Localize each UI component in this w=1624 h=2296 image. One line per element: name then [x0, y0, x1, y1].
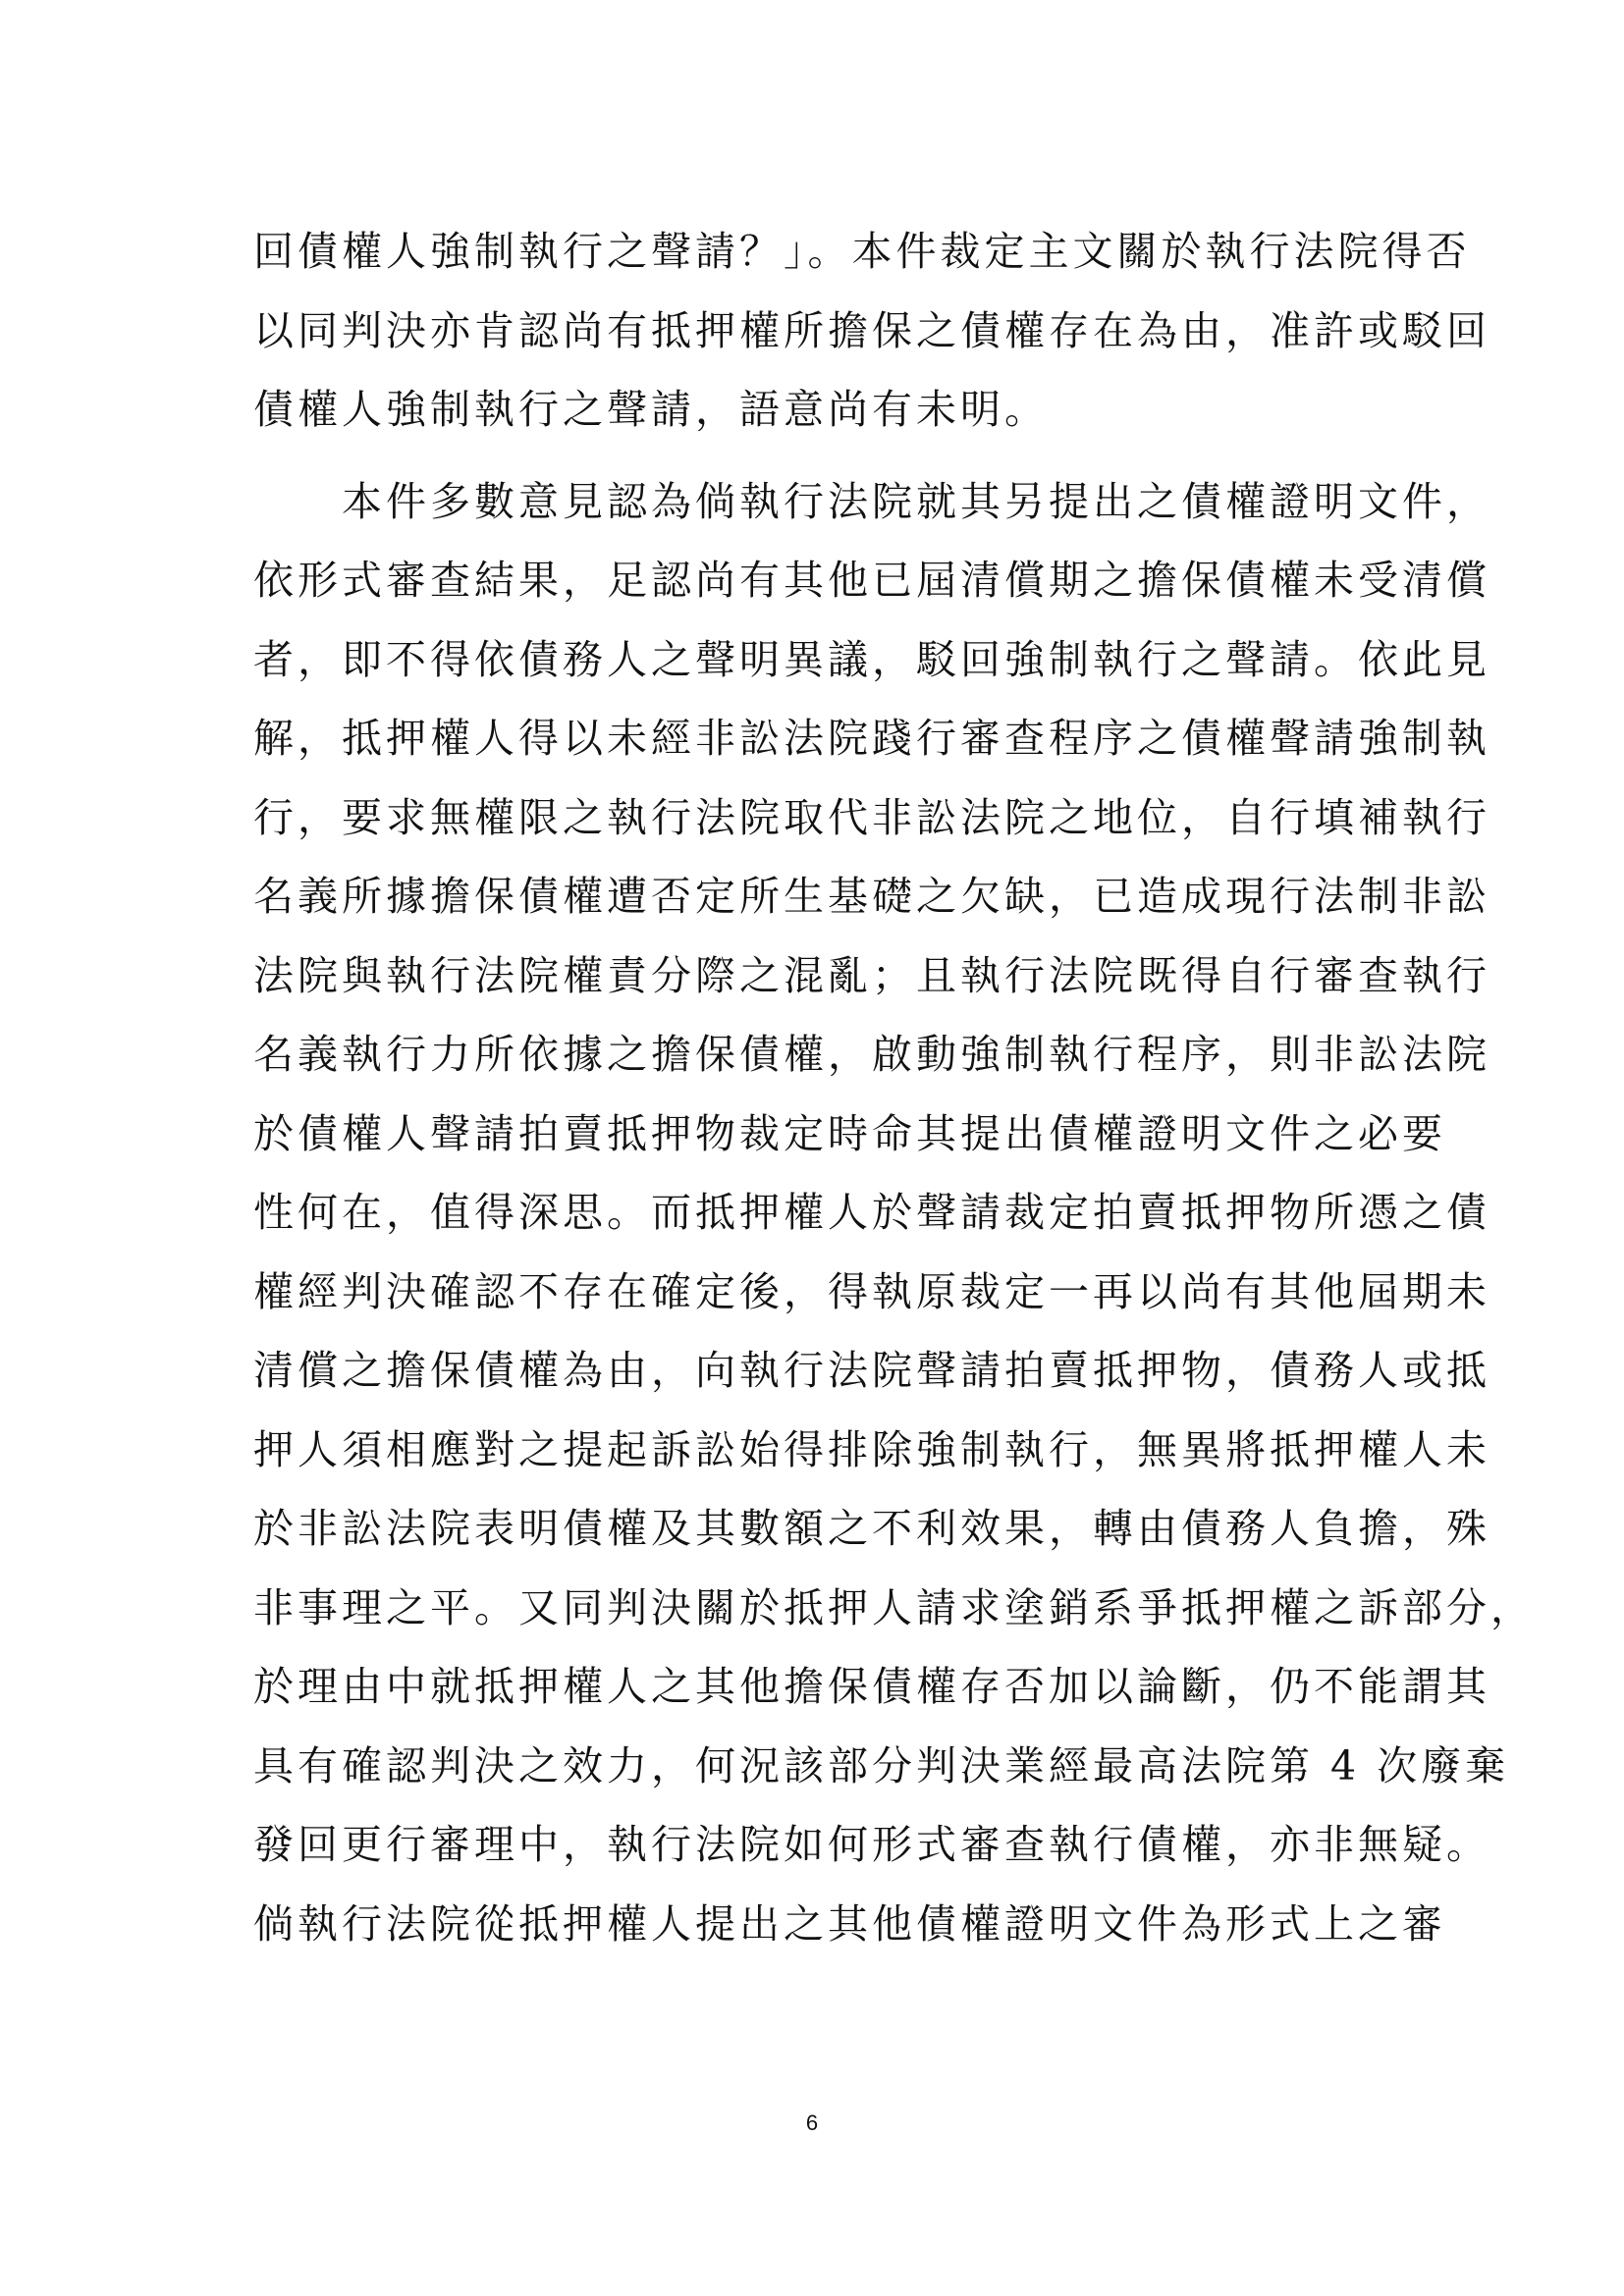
text-line: 名義執行力所依據之擔保債權，啟動強制執行程序，則非訟法院 — [253, 1031, 1490, 1078]
text-line: 性何在，值得深思。而抵押權人於聲請裁定拍賣抵押物所憑之債 — [253, 1189, 1490, 1236]
text-line: 具有確認判決之效力，何況該部分判決業經最高法院第 4 次廢棄 — [253, 1741, 1510, 1789]
text-line: 押人須相應對之提起訴訟始得排除強制執行，無異將抵押權人未 — [253, 1425, 1490, 1473]
paragraph — [253, 462, 1535, 2043]
text-line: 權經判決確認不存在確定後，得執原裁定一再以尚有其他屆期未 — [253, 1267, 1490, 1315]
text-line: 行，要求無權限之執行法院取代非訟法院之地位，自行填補執行 — [253, 793, 1490, 841]
page-number: 6 — [805, 2110, 819, 2135]
text-line: 發回更行審理中，執行法院如何形式審查執行債權，亦非無疑。 — [253, 1821, 1490, 1868]
text-line: 名義所據擔保債權遭否定所生基礎之欠缺，已造成現行法制非訟 — [253, 873, 1490, 920]
text-line: 依形式審查結果，足認尚有其他已屆清償期之擔保債權未受清償 — [253, 557, 1490, 604]
text-line — [253, 1963, 1392, 2043]
text-line: 債權人強制執行之聲請，語意尚有未明。 — [253, 386, 1049, 433]
paragraph — [253, 212, 1490, 450]
text-line: 於債權人聲請拍賣抵押物裁定時命其提出債權證明文件之必要 — [253, 1109, 1446, 1157]
text-line: 法院與執行法院權責分際之混亂；且執行法院既得自行審查執行 — [253, 951, 1490, 999]
text-line: 於理由中就抵押權人之其他擔保債權存否加以論斷，仍不能謂其 — [253, 1663, 1490, 1710]
text-line: 者，即不得依債務人之聲明異議，駁回強制執行之聲請。依此見 — [253, 635, 1490, 683]
text-line: 倘執行法院從抵押權人提出之其他債權證明文件為形式上之審 — [253, 1899, 1446, 1948]
text-line: 清償之擔保債權為由，向執行法院聲請拍賣抵押物，債務人或抵 — [253, 1347, 1490, 1394]
body-text — [253, 212, 1535, 2043]
text-line: 回債權人強制執行之聲請？」。本件裁定主文關於執行法院得否 — [253, 228, 1471, 275]
text-line: 解，抵押權人得以未經非訟法院踐行審查程序之債權聲請強制執 — [253, 715, 1490, 762]
paragraph-gap — [253, 450, 1392, 462]
text-line: 以同判決亦肯認尚有抵押權所擔保之債權存在為由，准許或駁回 — [253, 306, 1490, 354]
text-line: 於非訟法院表明債權及其數額之不利效果，轉由債務人負擔，殊 — [253, 1505, 1490, 1552]
text-line: 本件多數意見認為倘執行法院就其另提出之債權證明文件， — [253, 477, 1490, 525]
text-line: 非事理之平。又同判決關於抵押人請求塗銷系爭抵押權之訴部分， — [253, 1583, 1535, 1631]
